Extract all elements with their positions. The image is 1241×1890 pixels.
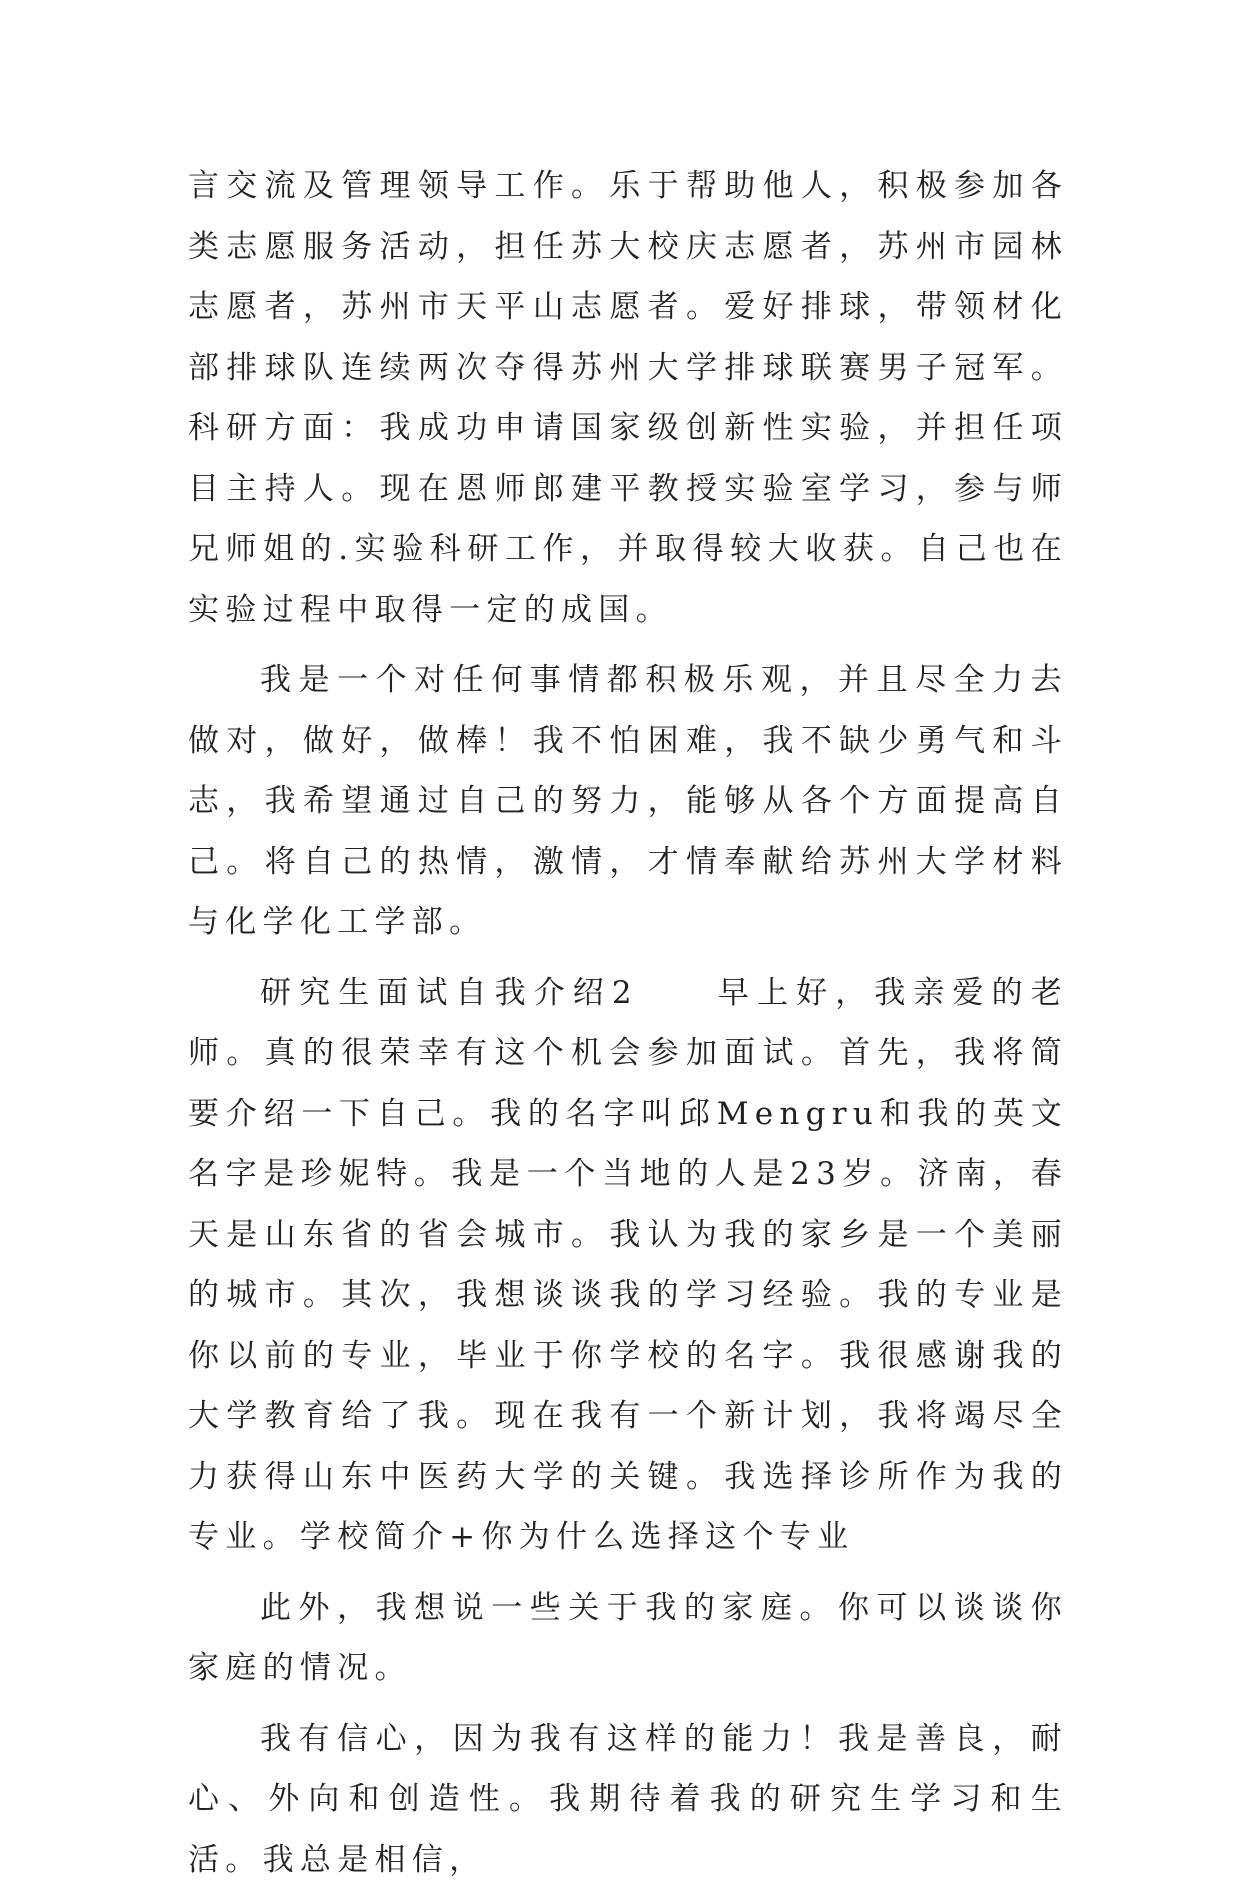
paragraph-4: 此外，我想说一些关于我的家庭。你可以谈谈你家庭的情况。: [188, 1578, 1068, 1699]
paragraph-3: 研究生面试自我介绍2 早上好，我亲爱的老师。真的很荣幸有这个机会参加面试。首先，我将简要介绍一下自己。我的名字叫邱Mengru和我的英文名字是珍妮特。我是一个当地的人是23岁。济南，春天是山东省的省会城市。我认为我的家乡是一个美丽的城市。其次，我想谈谈我的学习经验。我的专业是你以前的专业，毕业于你学校的名字。我很感谢我的大学教育给了我。现在我有一个新计划，我将竭尽全力获得山东中医药大学的关键。我选择诊所作为我的专业。学校简介+你为什么选择这个专业: [188, 963, 1068, 1568]
paragraph-2: 我是一个对任何事情都积极乐观，并且尽全力去做对，做好，做棒！我不怕困难，我不缺少勇气和斗志，我希望通过自己的努力，能够从各个方面提高自己。将自己的热情，激情，才情奉献给苏州大学材料与化学化工学部。: [188, 650, 1068, 953]
document-body: [188, 156, 1068, 1890]
paragraph-5: 我有信心，因为我有这样的能力！我是善良，耐心、外向和创造性。我期待着我的研究生学习和生活。我总是相信，: [188, 1709, 1068, 1890]
paragraph-1: 言交流及管理领导工作。乐于帮助他人，积极参加各类志愿服务活动，担任苏大校庆志愿者，苏州市园林志愿者，苏州市天平山志愿者。爱好排球，带领材化部排球队连续两次夺得苏州大学排球联赛男子冠军。科研方面：我成功申请国家级创新性实验，并担任项目主持人。现在恩师郎建平教授实验室学习，参与师兄师姐的.实验科研工作，并取得较大收获。自己也在实验过程中取得一定的成国。: [188, 156, 1068, 640]
